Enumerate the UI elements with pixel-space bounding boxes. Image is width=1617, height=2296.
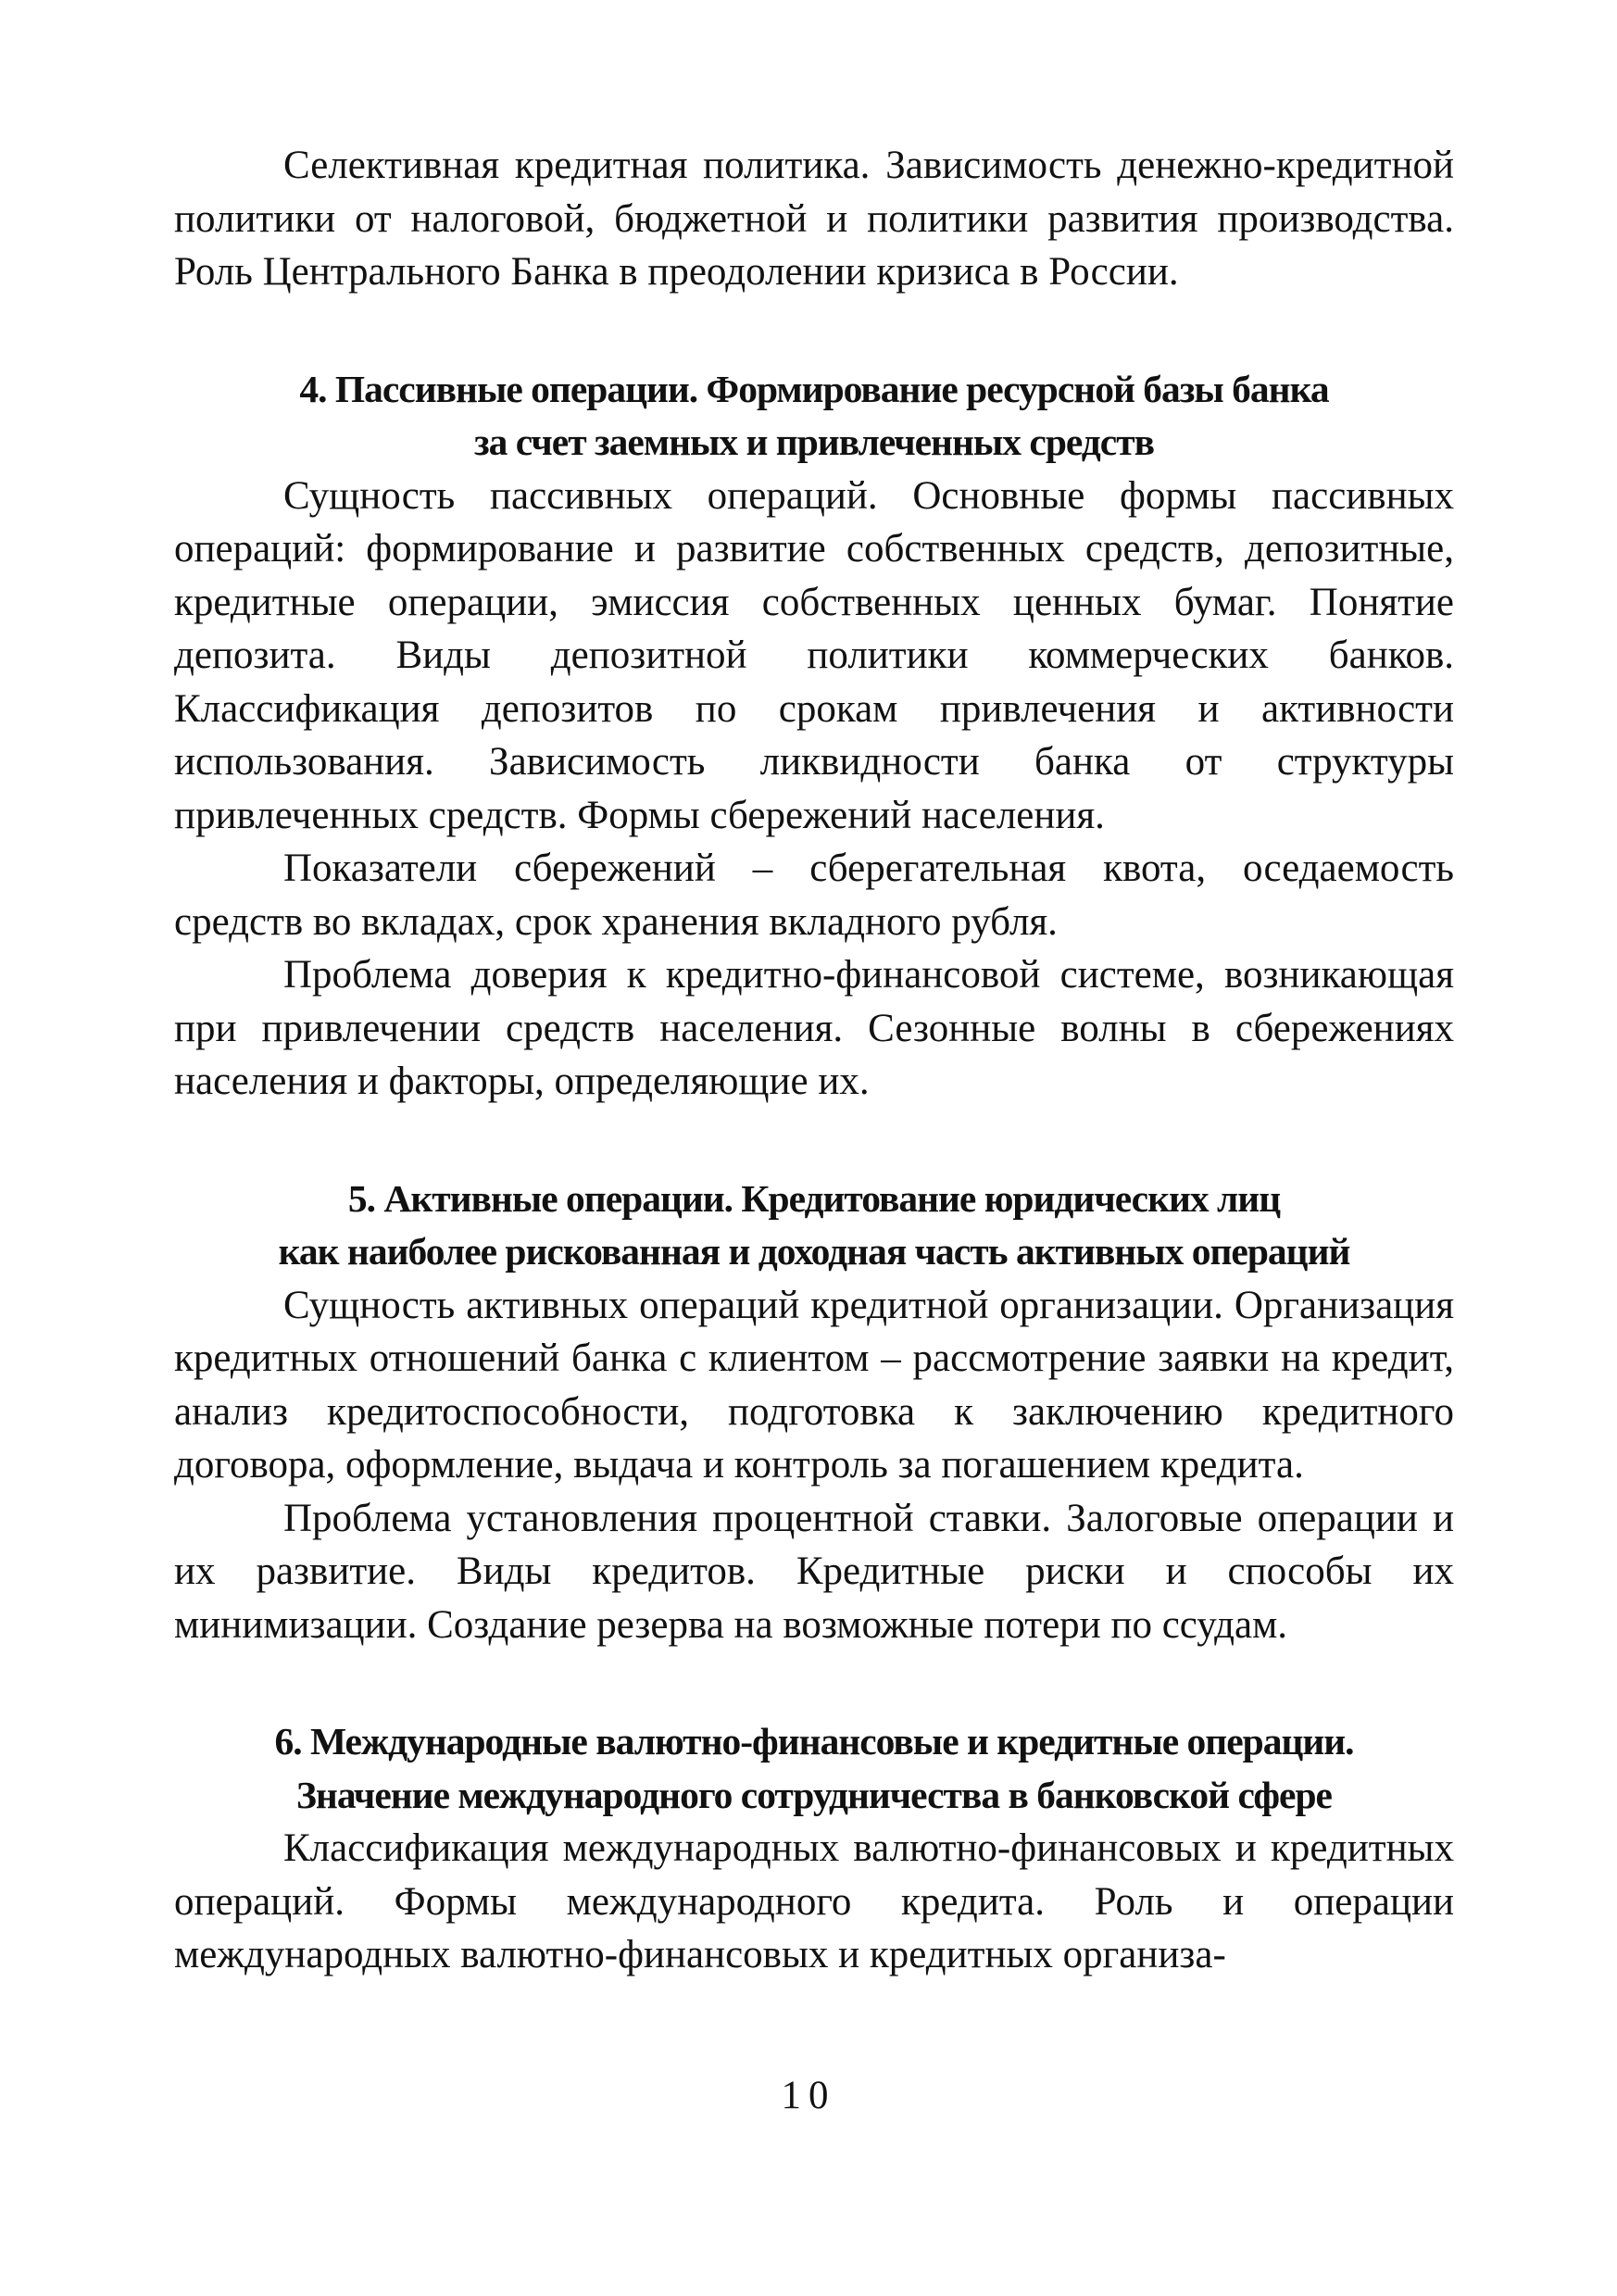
section-4: [174, 363, 1454, 1109]
section-6-heading-line-2: Значение международного сотрудничества в банковской сфере: [296, 1773, 1332, 1816]
section-4-paragraph-3: Проблема доверия к кредитно-финансовой системе, возникающая при привлечении средств населения. Сезонные волны в сбережениях населения и факторы, определяющие их.: [174, 953, 1454, 1103]
section-4-heading-line-1: 4. Пассивные операции. Формирование ресурсной базы банка: [299, 367, 1329, 410]
page-number: 10: [781, 2074, 836, 2117]
section-4-paragraph-1: Сущность пассивных операций. Основные формы пассивных операций: формирование и развитие собственных средств, депозитные, кредитные операции, эмиссия собственных ценных бумаг. Понятие депозита. Виды депозитной политики коммерческих банков. Классификация депозитов по срокам привлечения и активности использования. Зависимость ликвидности банка от структуры привлеченных средств. Формы сбережений населения.: [174, 473, 1454, 837]
section-5-paragraph-1: Сущность активных операций кредитной организации. Организация кредитных отношений банка с клиентом – рассмотрение заявки на кредит, анализ кредитоспособности, подготовка к заключению кредитного договора, оформление, выдача и контроль за погашением кредита.: [174, 1283, 1454, 1487]
section-5-paragraph-2: Проблема установления процентной ставки. Залоговые операции и их развитие. Виды кредитов. Кредитные риски и способы их минимизации. Создание резерва на возможные потери по ссудам.: [174, 1496, 1454, 1647]
section-6-heading-line-1: 6. Международные валютно-финансовые и кредитные операции.: [274, 1720, 1354, 1763]
section-4-heading-line-2: за счет заемных и привлеченных средств: [473, 420, 1154, 463]
section-5-heading-line-1: 5. Активные операции. Кредитование юридических лиц: [347, 1176, 1281, 1220]
intro-paragraph: Селективная кредитная политика. Зависимость денежно-кредитной политики от налоговой, бюджетной и политики развития производства. Роль Центрального Банка в преодолении кризиса в России.: [174, 144, 1454, 294]
section-4-paragraph-2: Показатели сбережений – сберегательная квота, оседаемость средств во вкладах, срок хранения вкладного рубля.: [174, 847, 1454, 944]
section-5-heading-line-2: как наиболее рискованная и доходная часть активных операций: [278, 1230, 1350, 1273]
section-5: [174, 1173, 1454, 1652]
page-content: [174, 139, 1454, 1982]
section-6-paragraph-1: Классификация международных валютно-финансовых и кредитных операций. Формы международного кредита. Роль и операции международных валютно-финансовых и кредитных организа-: [174, 1826, 1454, 1976]
section-6: [174, 1715, 1454, 1982]
